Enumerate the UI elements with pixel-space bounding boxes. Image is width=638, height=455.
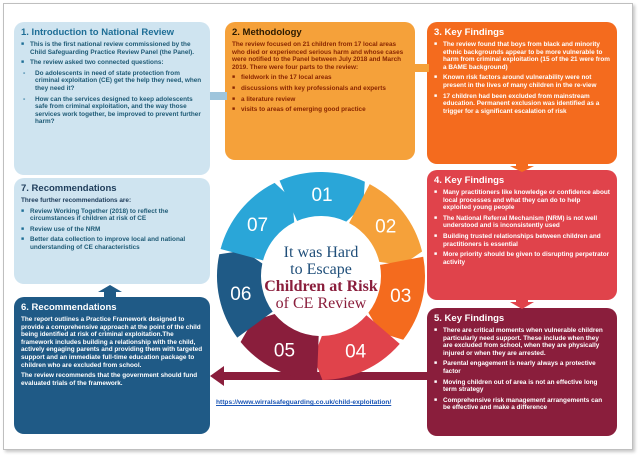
wheel-title-line-1: It was Hard bbox=[283, 244, 359, 261]
methodology-item: ■ a literature review bbox=[232, 96, 408, 104]
wheel-segment-label: 07 bbox=[246, 215, 269, 237]
review-wheel bbox=[213, 166, 429, 386]
findings-3-title: 3. Key Findings bbox=[434, 27, 505, 38]
findings-4-item: ■ Building trusted relationships between children and practitioners is essential bbox=[434, 233, 610, 248]
findings-4-title: 4. Key Findings bbox=[434, 175, 505, 186]
findings-5-item: ■ Parental engagement is nearly always a protective factor bbox=[434, 360, 610, 375]
wheel-segment-label: 01 bbox=[311, 185, 333, 207]
wheel-segment-label: 06 bbox=[230, 284, 252, 306]
methodology-item: ■ fieldwork in the 17 local areas bbox=[232, 74, 408, 82]
findings-3-item: ■ Known risk factors around vulnerability were not present in the lives of many children in the re-view bbox=[434, 74, 610, 89]
findings-4-item: ■ More priority should be given to disrupting perpetrator activity bbox=[434, 251, 610, 266]
findings-4-item: ■ The National Referral Mechanism (NRM) is not well understood and is inconsistently used bbox=[434, 215, 610, 230]
arrow-4-to-5 bbox=[510, 300, 534, 309]
wheel-title-line-4: of CE Review bbox=[275, 295, 367, 312]
wheel-segment-label: 04 bbox=[345, 341, 367, 363]
methodology-item: ■ discussions with key professionals and experts bbox=[232, 85, 408, 93]
recommendations-6-title: 6. Recommendations bbox=[21, 302, 117, 313]
findings-5-item: ■ Moving children out of area is not an effective long term strategy bbox=[434, 379, 610, 394]
wheel-title-line-2: to Escape bbox=[290, 261, 352, 278]
intro-question: - How can the services designed to keep adolescents safe from criminal exploitation, and the way those services work together, be improved to prevent further harm? bbox=[21, 96, 203, 126]
arrow-3-to-4 bbox=[510, 164, 534, 172]
recommendations-7-title: 7. Recommendations bbox=[21, 183, 117, 194]
intro-question: - Do adolescents in need of state protection from criminal exploitation (CE) get the help they need, when they need it? bbox=[21, 70, 203, 93]
methodology-intro: The review focused on 21 children from 17 local areas who died or experienced serious harm and whose cases were notified to the Panel between July 2018 and March 2019. There were four parts to the review: bbox=[232, 41, 404, 71]
recommendations-6-para: The review recommends that the government should fund evaluated trials of the framework. bbox=[21, 372, 198, 387]
findings-4-item: ■ Many practitioners like knowledge or confidence about local processes and what they can do to help exploited young people bbox=[434, 189, 610, 212]
intro-item: ■ The review asked two connected questions: bbox=[21, 59, 203, 67]
wheel-segment-label: 05 bbox=[273, 340, 296, 362]
recommendations-7-intro: Three further recommendations are: bbox=[21, 197, 132, 204]
intro-item: ■ This is the first national review commissioned by the Child Safeguarding Practice Review Panel (the Panel). bbox=[21, 41, 203, 56]
intro-title: 1. Introduction to National Review bbox=[21, 27, 175, 38]
arrow-2-to-3 bbox=[414, 64, 429, 72]
wheel-segment-label: 02 bbox=[375, 216, 397, 238]
wheel-title-line-3: Children at Risk bbox=[264, 278, 378, 295]
methodology-item: ■ visits to areas of emerging good practice bbox=[232, 106, 408, 114]
arrow-6-to-7 bbox=[98, 285, 122, 297]
recommendations-6-para: The report outlines a Practice Framework designed to provide a comprehensive approach at the point of the child being identified at risk of criminal exploitation.The framework includes building a relationship with the child, actively engaging parents and providing them with targeted support and an immediate full-time education package to children who are excluded from school. bbox=[21, 316, 203, 369]
arrow-1-to-2 bbox=[210, 92, 227, 100]
findings-3-item: ■ 17 children had been excluded from mainstream education. Permanent exclusion was identified as a trigger for a significant escalation of risk bbox=[434, 93, 610, 116]
safeguarding-link[interactable]: https://www.wirralsafeguarding.co.uk/child-exploitation/ bbox=[216, 399, 392, 406]
findings-5-item: ■ Comprehensive risk management arrangements can be effective and make a difference bbox=[434, 397, 610, 412]
wheel-segment-label: 03 bbox=[390, 286, 412, 308]
recommendations-7-item: ■ Better data collection to improve local and national understanding of CE characteristics bbox=[21, 236, 203, 251]
recommendations-7-item: ■ Review use of the NRM bbox=[21, 226, 203, 234]
findings-5-title: 5. Key Findings bbox=[434, 313, 505, 324]
findings-5-item: ■ There are critical moments when vulnerable children particularly need support. These include when they are excluded from school, when they are physically injured or when they are arrested. bbox=[434, 327, 610, 357]
recommendations-7-item: ■ Review Working Together (2018) to reflect the circumstances if children at risk of CE bbox=[21, 208, 203, 223]
findings-3-item: ■ The review found that boys from black and minority ethnic backgrounds appear to be more vulnerable to harm from criminal exploitation (15 of the 21 were from a BAME background) bbox=[434, 41, 610, 71]
methodology-title: 2. Methodology bbox=[232, 27, 302, 38]
